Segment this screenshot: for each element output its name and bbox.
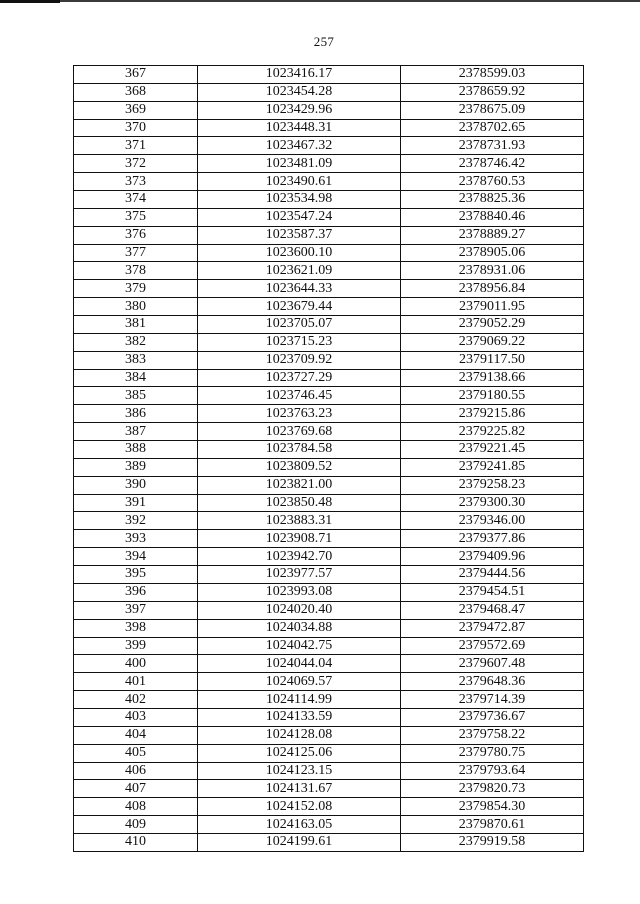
- y-coordinate-cell: 2379854.30: [401, 798, 584, 816]
- y-coordinate-cell: 2379409.96: [401, 548, 584, 566]
- table-row: [74, 637, 584, 655]
- point-number-cell: 383: [74, 351, 198, 369]
- table-row: [74, 816, 584, 834]
- table-row: [74, 494, 584, 512]
- y-coordinate-cell: 2379258.23: [401, 476, 584, 494]
- x-coordinate-cell: 1023709.92: [198, 351, 401, 369]
- point-number-cell: 404: [74, 726, 198, 744]
- table-row: [74, 798, 584, 816]
- y-coordinate-cell: 2379793.64: [401, 762, 584, 780]
- x-coordinate-cell: 1023621.09: [198, 262, 401, 280]
- table-row: [74, 226, 584, 244]
- x-coordinate-cell: 1024044.04: [198, 655, 401, 673]
- x-coordinate-cell: 1024069.57: [198, 673, 401, 691]
- table-row: [74, 351, 584, 369]
- table-row: [74, 780, 584, 798]
- x-coordinate-cell: 1023454.28: [198, 83, 401, 101]
- table-row: [74, 333, 584, 351]
- point-number-cell: 403: [74, 708, 198, 726]
- x-coordinate-cell: 1023490.61: [198, 173, 401, 191]
- coordinates-table: [73, 65, 584, 852]
- point-number-cell: 368: [74, 83, 198, 101]
- table-row: [74, 119, 584, 137]
- table-row: [74, 262, 584, 280]
- point-number-cell: 388: [74, 441, 198, 459]
- x-coordinate-cell: 1023769.68: [198, 423, 401, 441]
- y-coordinate-cell: 2378905.06: [401, 244, 584, 262]
- point-number-cell: 369: [74, 101, 198, 119]
- x-coordinate-cell: 1023763.23: [198, 405, 401, 423]
- point-number-cell: 409: [74, 816, 198, 834]
- y-coordinate-cell: 2379117.50: [401, 351, 584, 369]
- x-coordinate-cell: 1023587.37: [198, 226, 401, 244]
- table-row: [74, 458, 584, 476]
- point-number-cell: 381: [74, 316, 198, 334]
- y-coordinate-cell: 2379572.69: [401, 637, 584, 655]
- x-coordinate-cell: 1024042.75: [198, 637, 401, 655]
- x-coordinate-cell: 1023600.10: [198, 244, 401, 262]
- y-coordinate-cell: 2378956.84: [401, 280, 584, 298]
- table-row: [74, 530, 584, 548]
- coordinates-table-body: [74, 66, 584, 852]
- point-number-cell: 392: [74, 512, 198, 530]
- table-row: [74, 423, 584, 441]
- point-number-cell: 401: [74, 673, 198, 691]
- y-coordinate-cell: 2379300.30: [401, 494, 584, 512]
- y-coordinate-cell: 2378675.09: [401, 101, 584, 119]
- point-number-cell: 410: [74, 833, 198, 851]
- y-coordinate-cell: 2378746.42: [401, 155, 584, 173]
- x-coordinate-cell: 1023908.71: [198, 530, 401, 548]
- y-coordinate-cell: 2379454.51: [401, 583, 584, 601]
- y-coordinate-cell: 2378731.93: [401, 137, 584, 155]
- y-coordinate-cell: 2378825.36: [401, 191, 584, 209]
- x-coordinate-cell: 1024123.15: [198, 762, 401, 780]
- table-row: [74, 405, 584, 423]
- x-coordinate-cell: 1023644.33: [198, 280, 401, 298]
- table-row: [74, 66, 584, 84]
- table-row: [74, 83, 584, 101]
- y-coordinate-cell: 2379780.75: [401, 744, 584, 762]
- y-coordinate-cell: 2379870.61: [401, 816, 584, 834]
- table-row: [74, 655, 584, 673]
- x-coordinate-cell: 1023809.52: [198, 458, 401, 476]
- x-coordinate-cell: 1023481.09: [198, 155, 401, 173]
- table-row: [74, 244, 584, 262]
- point-number-cell: 385: [74, 387, 198, 405]
- table-row: [74, 441, 584, 459]
- x-coordinate-cell: 1024152.08: [198, 798, 401, 816]
- point-number-cell: 400: [74, 655, 198, 673]
- y-coordinate-cell: 2379377.86: [401, 530, 584, 548]
- y-coordinate-cell: 2378659.92: [401, 83, 584, 101]
- point-number-cell: 405: [74, 744, 198, 762]
- table-row: [74, 601, 584, 619]
- point-number-cell: 384: [74, 369, 198, 387]
- x-coordinate-cell: 1024133.59: [198, 708, 401, 726]
- table-row: [74, 619, 584, 637]
- x-coordinate-cell: 1023942.70: [198, 548, 401, 566]
- table-row: [74, 673, 584, 691]
- y-coordinate-cell: 2379758.22: [401, 726, 584, 744]
- x-coordinate-cell: 1024020.40: [198, 601, 401, 619]
- table-row: [74, 708, 584, 726]
- point-number-cell: 394: [74, 548, 198, 566]
- y-coordinate-cell: 2379820.73: [401, 780, 584, 798]
- y-coordinate-cell: 2379180.55: [401, 387, 584, 405]
- y-coordinate-cell: 2379736.67: [401, 708, 584, 726]
- table-row: [74, 280, 584, 298]
- x-coordinate-cell: 1023746.45: [198, 387, 401, 405]
- table-row: [74, 548, 584, 566]
- table-row: [74, 583, 584, 601]
- y-coordinate-cell: 2379714.39: [401, 691, 584, 709]
- x-coordinate-cell: 1023448.31: [198, 119, 401, 137]
- x-coordinate-cell: 1023977.57: [198, 566, 401, 584]
- point-number-cell: 386: [74, 405, 198, 423]
- x-coordinate-cell: 1024163.05: [198, 816, 401, 834]
- point-number-cell: 371: [74, 137, 198, 155]
- point-number-cell: 399: [74, 637, 198, 655]
- y-coordinate-cell: 2379444.56: [401, 566, 584, 584]
- point-number-cell: 372: [74, 155, 198, 173]
- x-coordinate-cell: 1024125.06: [198, 744, 401, 762]
- point-number-cell: 391: [74, 494, 198, 512]
- table-row: [74, 387, 584, 405]
- x-coordinate-cell: 1023993.08: [198, 583, 401, 601]
- point-number-cell: 373: [74, 173, 198, 191]
- table-row: [74, 369, 584, 387]
- table-row: [74, 833, 584, 851]
- point-number-cell: 376: [74, 226, 198, 244]
- x-coordinate-cell: 1024199.61: [198, 833, 401, 851]
- point-number-cell: 396: [74, 583, 198, 601]
- table-row: [74, 512, 584, 530]
- table-row: [74, 137, 584, 155]
- y-coordinate-cell: 2378840.46: [401, 208, 584, 226]
- point-number-cell: 408: [74, 798, 198, 816]
- point-number-cell: 370: [74, 119, 198, 137]
- x-coordinate-cell: 1023727.29: [198, 369, 401, 387]
- y-coordinate-cell: 2379648.36: [401, 673, 584, 691]
- y-coordinate-cell: 2379919.58: [401, 833, 584, 851]
- table-row: [74, 155, 584, 173]
- x-coordinate-cell: 1023784.58: [198, 441, 401, 459]
- x-coordinate-cell: 1024034.88: [198, 619, 401, 637]
- point-number-cell: 378: [74, 262, 198, 280]
- y-coordinate-cell: 2379069.22: [401, 333, 584, 351]
- x-coordinate-cell: 1024128.08: [198, 726, 401, 744]
- x-coordinate-cell: 1024114.99: [198, 691, 401, 709]
- point-number-cell: 380: [74, 298, 198, 316]
- x-coordinate-cell: 1023705.07: [198, 316, 401, 334]
- table-row: [74, 101, 584, 119]
- x-coordinate-cell: 1024131.67: [198, 780, 401, 798]
- point-number-cell: 390: [74, 476, 198, 494]
- table-row: [74, 726, 584, 744]
- y-coordinate-cell: 2379138.66: [401, 369, 584, 387]
- point-number-cell: 375: [74, 208, 198, 226]
- y-coordinate-cell: 2379221.45: [401, 441, 584, 459]
- point-number-cell: 374: [74, 191, 198, 209]
- table-row: [74, 208, 584, 226]
- y-coordinate-cell: 2379241.85: [401, 458, 584, 476]
- table-row: [74, 316, 584, 334]
- x-coordinate-cell: 1023534.98: [198, 191, 401, 209]
- point-number-cell: 393: [74, 530, 198, 548]
- y-coordinate-cell: 2379472.87: [401, 619, 584, 637]
- y-coordinate-cell: 2378599.03: [401, 66, 584, 84]
- table-row: [74, 566, 584, 584]
- page-number: 257: [313, 34, 335, 49]
- y-coordinate-cell: 2378889.27: [401, 226, 584, 244]
- point-number-cell: 367: [74, 66, 198, 84]
- table-row: [74, 762, 584, 780]
- x-coordinate-cell: 1023547.24: [198, 208, 401, 226]
- x-coordinate-cell: 1023821.00: [198, 476, 401, 494]
- table-row: [74, 298, 584, 316]
- y-coordinate-cell: 2379346.00: [401, 512, 584, 530]
- x-coordinate-cell: 1023715.23: [198, 333, 401, 351]
- y-coordinate-cell: 2378702.65: [401, 119, 584, 137]
- point-number-cell: 402: [74, 691, 198, 709]
- x-coordinate-cell: 1023429.96: [198, 101, 401, 119]
- point-number-cell: 406: [74, 762, 198, 780]
- y-coordinate-cell: 2378760.53: [401, 173, 584, 191]
- x-coordinate-cell: 1023416.17: [198, 66, 401, 84]
- point-number-cell: 377: [74, 244, 198, 262]
- x-coordinate-cell: 1023467.32: [198, 137, 401, 155]
- point-number-cell: 398: [74, 619, 198, 637]
- table-row: [74, 476, 584, 494]
- table-row: [74, 691, 584, 709]
- point-number-cell: 407: [74, 780, 198, 798]
- point-number-cell: 395: [74, 566, 198, 584]
- scan-edge-line: [0, 0, 640, 2]
- x-coordinate-cell: 1023850.48: [198, 494, 401, 512]
- y-coordinate-cell: 2378931.06: [401, 262, 584, 280]
- y-coordinate-cell: 2379468.47: [401, 601, 584, 619]
- y-coordinate-cell: 2379011.95: [401, 298, 584, 316]
- scan-edge-mark: [0, 0, 60, 3]
- x-coordinate-cell: 1023679.44: [198, 298, 401, 316]
- y-coordinate-cell: 2379052.29: [401, 316, 584, 334]
- y-coordinate-cell: 2379225.82: [401, 423, 584, 441]
- point-number-cell: 379: [74, 280, 198, 298]
- point-number-cell: 397: [74, 601, 198, 619]
- table-row: [74, 191, 584, 209]
- table-row: [74, 173, 584, 191]
- point-number-cell: 389: [74, 458, 198, 476]
- point-number-cell: 382: [74, 333, 198, 351]
- table-row: [74, 744, 584, 762]
- x-coordinate-cell: 1023883.31: [198, 512, 401, 530]
- y-coordinate-cell: 2379215.86: [401, 405, 584, 423]
- point-number-cell: 387: [74, 423, 198, 441]
- y-coordinate-cell: 2379607.48: [401, 655, 584, 673]
